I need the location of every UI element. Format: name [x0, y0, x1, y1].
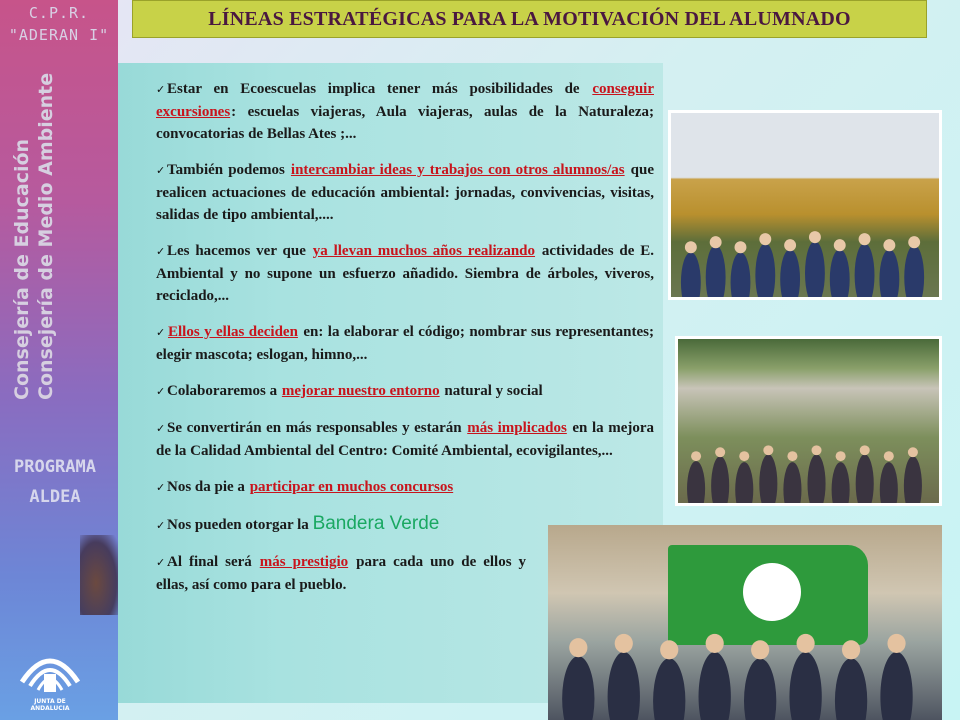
bullet-item — [156, 159, 654, 226]
bullet-text: que realicen actuaciones de educación ambiental: jornadas, convivencias, visitas, salidas de tipo ambiental,.... — [156, 162, 655, 223]
checkmark-icon: ✓ — [156, 164, 166, 177]
junta-logo-text: JUNTA DE ANDALUCIA — [30, 698, 70, 712]
checkmark-icon: ✓ — [156, 422, 166, 435]
bullet-text: para cada uno de ellos y ellas, así como para el pueblo. — [156, 554, 527, 593]
bullet-highlight-green: Bandera Verde — [312, 513, 440, 534]
checkmark-icon: ✓ — [156, 326, 166, 339]
bullet-text: Nos pueden otorgar la — [167, 517, 313, 533]
title-banner — [132, 0, 927, 38]
bullet-text: Estar en Ecoescuelas implica tener más posibilidades de — [167, 81, 592, 97]
bullet-highlight: intercambiar ideas y trabajos con otros alumnos/as — [290, 162, 625, 178]
bullet-text: actividades de E. Ambiental y no supone un esfuerzo añadido. Siembra de árboles, viveros, reciclado,... — [156, 243, 654, 304]
junta-andalucia-logo — [14, 630, 84, 715]
checkmark-icon: ✓ — [156, 245, 166, 258]
school-line-1: C.P.R. — [28, 4, 90, 22]
department-line-1: Consejería de Educación — [11, 138, 33, 400]
checkmark-icon: ✓ — [156, 519, 166, 532]
bullet-item — [156, 380, 654, 403]
bullet-highlight: mejorar nuestro entorno — [281, 383, 440, 399]
bullet-item — [156, 321, 654, 366]
bullet-text: Al final será — [167, 554, 259, 570]
bullet-item — [156, 551, 526, 596]
checkmark-icon: ✓ — [156, 556, 166, 569]
bullet-item — [156, 513, 526, 537]
people-silhouettes — [678, 405, 939, 503]
bullet-item — [156, 417, 654, 462]
sidebar — [0, 0, 118, 720]
people-silhouettes — [548, 603, 942, 720]
program-name — [0, 452, 110, 512]
group-photo-truck — [668, 110, 942, 300]
department-names — [10, 73, 58, 400]
department-line-2: Consejería de Medio Ambiente — [35, 72, 57, 400]
junta-logo-icon — [14, 630, 86, 698]
bullet-text: También podemos — [167, 162, 290, 178]
checkmark-icon: ✓ — [156, 83, 166, 96]
bullet-item — [156, 476, 526, 499]
sidebar-landscape-image — [80, 535, 118, 615]
bullet-item — [156, 78, 654, 145]
bullet-text: Se convertirán en más responsables y estarán — [167, 420, 467, 436]
program-line-2: ALDEA — [29, 487, 81, 507]
checkmark-icon: ✓ — [156, 385, 166, 398]
bullet-highlight: participar en muchos concursos — [249, 479, 454, 495]
bullet-text: Nos da pie a — [167, 479, 249, 495]
group-photo-village — [675, 336, 942, 506]
bullet-text: en: la elaborar el código; nombrar sus representantes; elegir mascota; eslogan, himno,... — [156, 324, 654, 363]
people-silhouettes — [671, 187, 939, 297]
bullet-text: Colaboraremos a — [167, 383, 281, 399]
bullet-highlight: más implicados — [467, 420, 567, 436]
bullet-text: en la mejora de la Calidad Ambiental del Centro: Comité Ambiental, ecovigilantes,... — [156, 420, 654, 459]
bullet-item — [156, 240, 654, 307]
checkmark-icon: ✓ — [156, 481, 166, 494]
page-title: LÍNEAS ESTRATÉGICAS PARA LA MOTIVACIÓN DEL ALUMNADO — [208, 7, 851, 30]
bullet-highlight: Ellos y ellas deciden — [168, 324, 298, 340]
group-photo-green-flag — [548, 525, 942, 720]
bullet-text: : escuelas viajeras, Aula viajeras, aulas de la Naturaleza; convocatorias de Bellas Ates ;... — [156, 104, 654, 142]
bullet-highlight: ya llevan muchos años realizando — [312, 243, 536, 259]
bullet-text: Les hacemos ver que — [167, 243, 312, 259]
school-name — [0, 2, 118, 46]
school-line-2: "ADERAN I" — [8, 26, 110, 44]
bullet-highlight: conseguir excursiones — [156, 81, 654, 120]
bullet-highlight: más prestigio — [259, 554, 349, 570]
program-line-1: PROGRAMA — [14, 457, 96, 477]
bullet-text: natural y social — [440, 383, 543, 399]
